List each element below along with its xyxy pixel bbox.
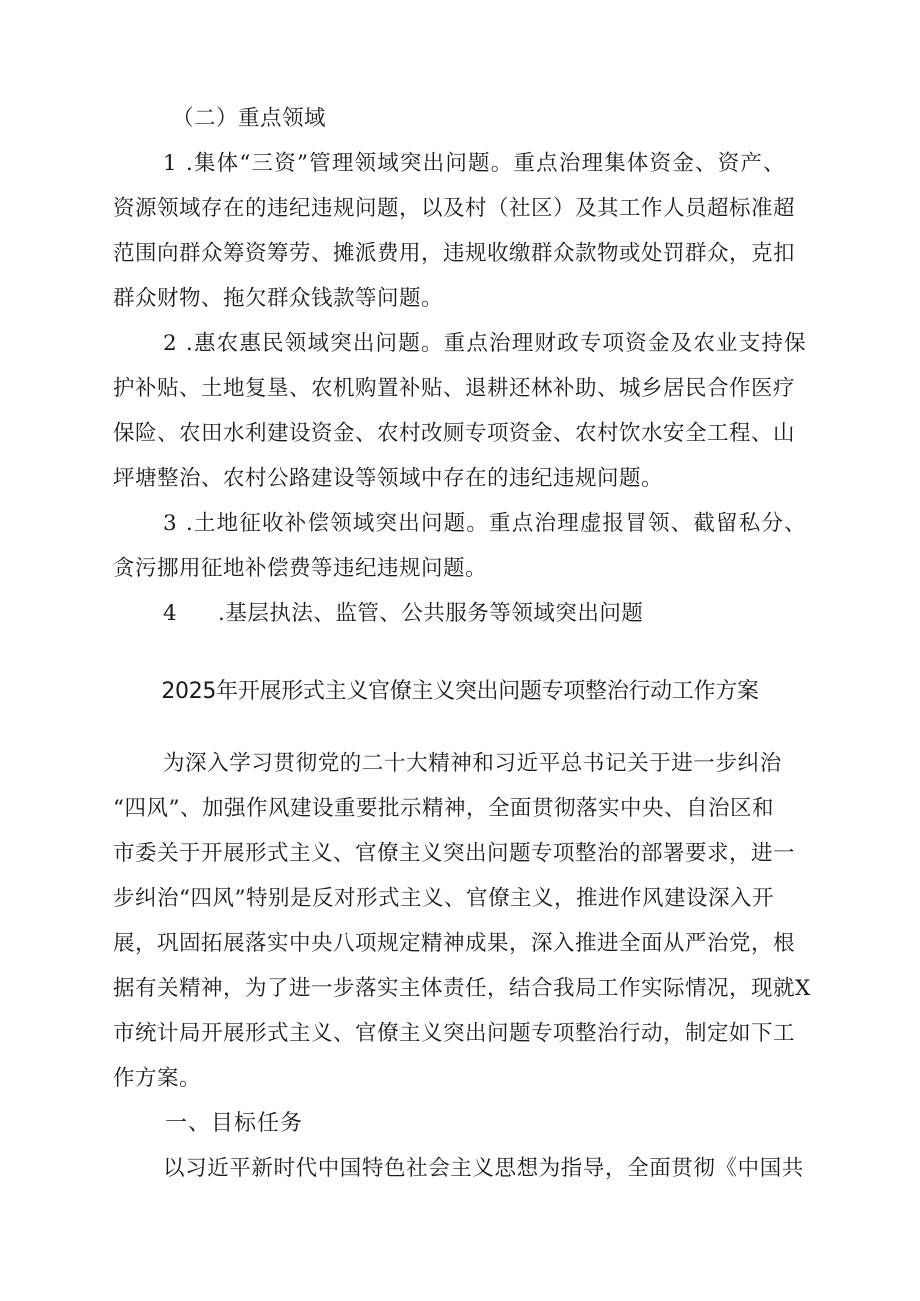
intro-line: 展，巩固拓展落实中央八项规定精神成果，深入推进全面从严治党，根 xyxy=(113,931,796,956)
item2-line: 2 .惠农惠民领域突出问题。重点治理财政专项资金及农业支持保 xyxy=(163,331,807,356)
intro-line: 步纠治“四风”特别是反对形式主义、官僚主义，推进作风建设深入开 xyxy=(113,886,774,911)
intro-line: 为深入学习贯彻党的二十大精神和习近平总书记关于进一步纠治 xyxy=(163,751,782,776)
intro-line: 市委关于开展形式主义、官僚主义突出问题专项整治的部署要求，进一 xyxy=(113,841,796,866)
document-title: 2025年开展形式主义官僚主义突出问题专项整治行动工作方案 xyxy=(161,679,759,704)
item1-line: 群众财物、拖欠群众钱款等问题。 xyxy=(113,286,444,311)
item4-text: .基层执法、监管、公共服务等领域突出问题 xyxy=(218,601,644,626)
item3-line: 贪污挪用征地补偿费等违纪违规问题。 xyxy=(113,556,488,581)
item1-line: 1 .集体“三资”管理领域突出问题。重点治理集体资金、资产、 xyxy=(163,151,786,176)
intro-line: “四风”、加强作风建设重要批示精神，全面贯彻落实中央、自治区和 xyxy=(113,796,774,821)
section-subheading: （二）重点领域 xyxy=(172,106,327,131)
item3-line: 3 .土地征收补偿领域突出问题。重点治理虚报冒领、截留私分、 xyxy=(163,511,807,536)
item1-line: 资源领域存在的违纪违规问题，以及村（社区）及其工作人员超标准超 xyxy=(113,196,796,221)
intro-line: 作方案。 xyxy=(113,1066,202,1091)
item1-line: 范围向群众筹资筹劳、摊派费用，违规收缴群众款物或处罚群众，克扣 xyxy=(113,241,796,266)
item4-number: 4 xyxy=(163,601,178,626)
intro-line: 市统计局开展形式主义、官僚主义突出问题专项整治行动，制定如下工 xyxy=(113,1021,796,1046)
item2-line: 保险、农田水利建设资金、农村改厕专项资金、农村饮水安全工程、山 xyxy=(113,421,796,446)
item2-line: 坪塘整治、农村公路建设等领域中存在的违纪违规问题。 xyxy=(113,466,664,491)
section1-line: 以习近平新时代中国特色社会主义思想为指导，全面贯彻《中国共 xyxy=(163,1156,804,1181)
intro-line: 据有关精神，为了进一步落实主体责任，结合我局工作实际情况，现就X xyxy=(113,976,811,1001)
item2-line: 护补贴、土地复垦、农机购置补贴、退耕还林补助、城乡居民合作医疗 xyxy=(113,376,796,401)
section-heading: 一、目标任务 xyxy=(165,1111,304,1136)
